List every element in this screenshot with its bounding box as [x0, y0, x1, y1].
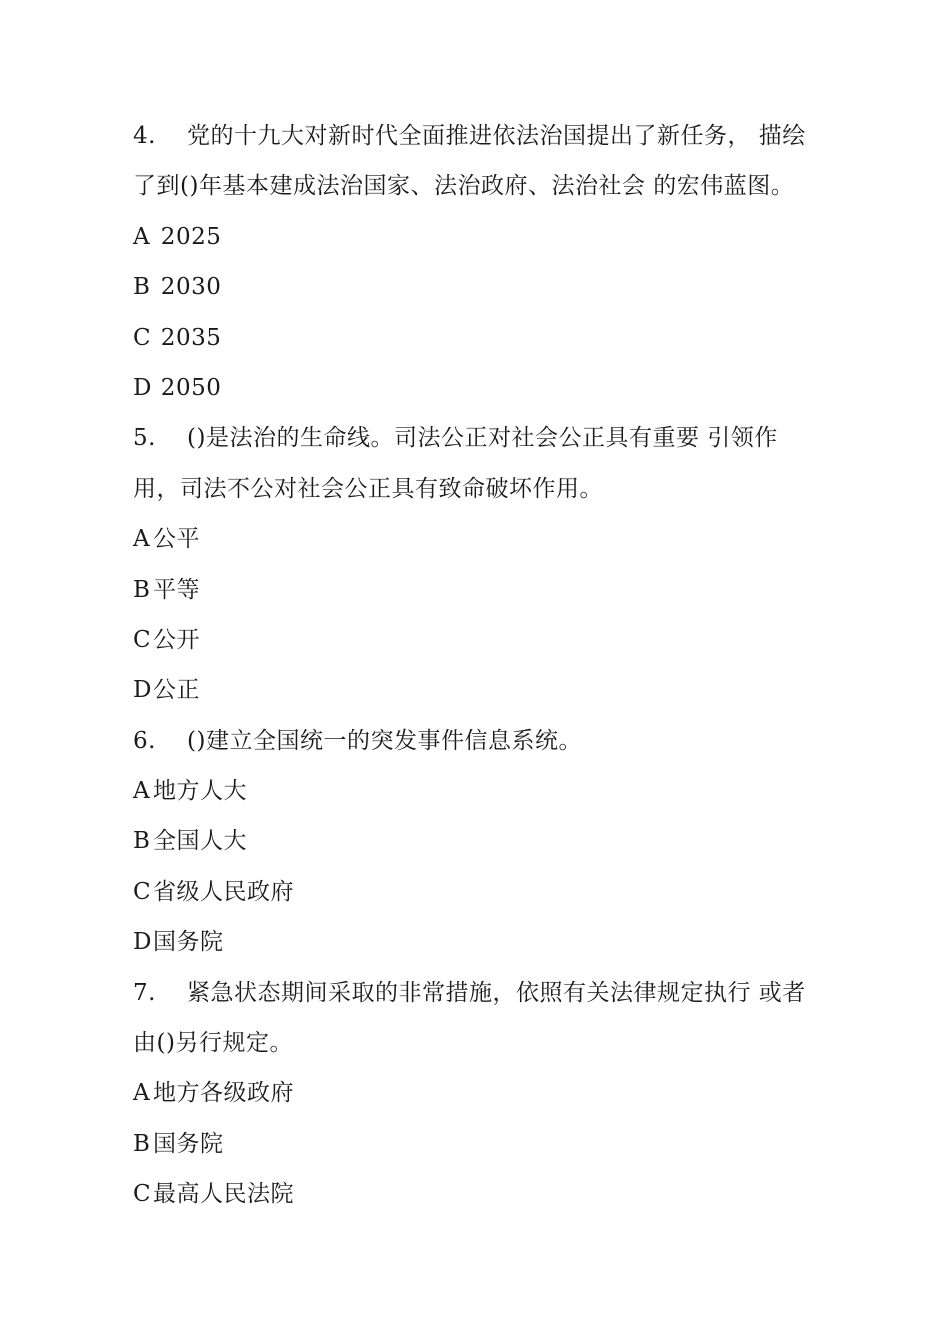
option-line: [133, 262, 833, 312]
question-number: 7.: [133, 979, 156, 1006]
option-letter: C: [133, 324, 152, 351]
option-letter: A: [133, 1080, 151, 1107]
question-number: 4.: [133, 123, 156, 149]
option-line: [133, 212, 833, 262]
option-text: 2035: [153, 324, 222, 351]
option-line: [133, 917, 833, 967]
option-line: [133, 1169, 833, 1219]
question-stem: [133, 716, 833, 766]
option-line: [133, 615, 833, 665]
option-letter: D: [133, 929, 152, 956]
option-text: 公开: [153, 626, 200, 653]
option-text: 省级人民政府: [153, 878, 294, 905]
question-text-continued: 了到()年基本建成法治国家、法治政府、法治社会 的宏伟蓝图。: [133, 173, 795, 200]
question-stem: [133, 111, 833, 161]
option-line: [133, 363, 833, 413]
option-text: 公平: [153, 526, 200, 553]
option-line: [133, 514, 833, 564]
option-line: [133, 1119, 833, 1169]
option-letter: B: [133, 576, 151, 603]
question-text: 党的十九大对新时代全面推进依法治国提出了新任务， 描绘: [187, 123, 806, 149]
option-text: 公正: [153, 677, 200, 704]
option-text: 全国人大: [153, 828, 247, 855]
option-letter: D: [133, 677, 152, 704]
option-letter: B: [133, 274, 151, 301]
option-line: [133, 1068, 833, 1118]
question-number: 5.: [133, 425, 156, 452]
option-letter: A: [133, 526, 151, 553]
question-stem: [133, 413, 833, 463]
option-line: [133, 565, 833, 615]
question-text-continued: 用，司法不公对社会公正具有致命破坏作用。: [133, 475, 603, 502]
option-line: [133, 665, 833, 715]
option-line: [133, 313, 833, 363]
option-letter: C: [133, 878, 152, 905]
option-line: [133, 867, 833, 917]
option-text: 2050: [153, 374, 222, 401]
question-text: ()建立全国统一的突发事件信息系统。: [187, 727, 582, 754]
option-text: 2025: [153, 223, 222, 250]
option-text: 最高人民法院: [153, 1181, 294, 1208]
question-text: ()是法治的生命线。司法公正对社会公正具有重要 引领作: [187, 425, 778, 452]
option-letter: B: [133, 1130, 151, 1157]
option-letter: D: [133, 374, 152, 401]
option-letter: C: [133, 626, 152, 653]
option-line: [133, 766, 833, 816]
option-text: 国务院: [153, 1130, 224, 1157]
question-list: [133, 111, 833, 1220]
question-text-continued: 由()另行规定。: [133, 1030, 293, 1057]
option-line: [133, 816, 833, 866]
question-stem: [133, 968, 833, 1018]
option-letter: A: [133, 778, 151, 805]
option-text: 国务院: [153, 929, 224, 956]
option-text: 2030: [153, 274, 222, 301]
option-letter: A: [133, 223, 151, 250]
option-text: 地方各级政府: [153, 1080, 294, 1107]
option-text: 平等: [153, 576, 200, 603]
option-letter: B: [133, 828, 151, 855]
option-text: 地方人大: [153, 778, 247, 805]
option-letter: C: [133, 1181, 152, 1208]
question-text: 紧急状态期间采取的非常措施，依照有关法律规定执行 或者: [187, 979, 806, 1006]
question-number: 6.: [133, 727, 156, 754]
